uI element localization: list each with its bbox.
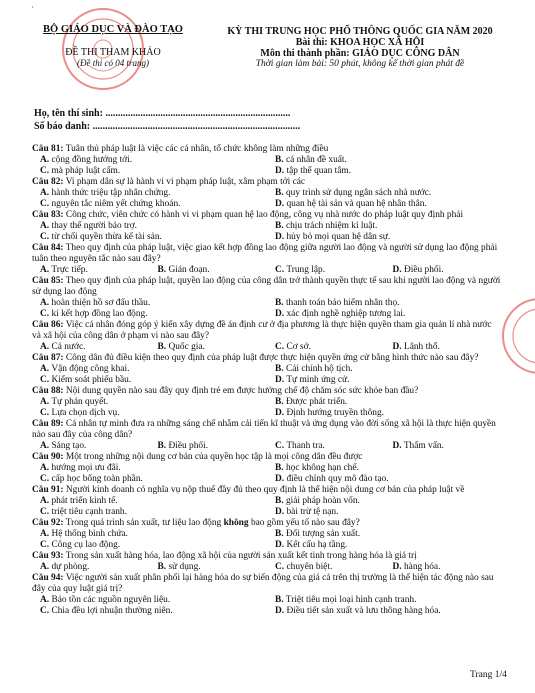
option-text: mà pháp luật cấm. [51,166,121,176]
option-letter: B. [275,529,284,539]
answer-option [267,441,385,452]
option-letter: A. [40,397,50,407]
question-stem [32,353,502,364]
answer-options [32,397,502,419]
answer-option [32,507,267,518]
question-stem [32,144,502,155]
question-stem [32,419,502,441]
question-stem [32,518,502,529]
question-number: Câu 81: [32,144,64,154]
option-letter: C. [40,375,50,385]
answer-options [32,155,502,177]
ministry-name: BỘ GIÁO DỤC VÀ ĐÀO TẠO [43,24,183,35]
option-text: quan hệ tài sản và quan hệ nhân thân. [286,199,427,209]
option-text: Điều tiết sản xuất và lưu thông hàng hóa. [286,606,441,616]
answer-option [32,595,267,606]
question-text: Người kinh doanh có nghĩa vụ nộp thuế đầy đủ theo quy định là thể hiện nội dung cơ bản của pháp luật về [65,485,465,495]
option-letter: B. [275,221,284,231]
answer-options [32,463,502,485]
question-text: Nội dung quyền nào sau đây quy định trẻ em được hưởng chế độ chăm sóc sức khỏe ban đầu? [65,386,419,396]
answer-option [267,155,502,166]
question-stem [32,386,502,397]
option-letter: B. [275,364,284,374]
question-stem [32,243,502,265]
question-11 [32,485,502,518]
option-text: cộng đồng hướng tới. [51,155,133,165]
answer-option [267,496,502,507]
option-letter: D. [275,309,285,319]
question-number: Câu 89: [32,419,64,429]
option-letter: D. [275,606,285,616]
answer-option [32,364,267,375]
option-text: Tự phán quyết. [51,397,109,407]
question-5 [32,276,502,320]
option-letter: B. [275,188,284,198]
question-text: Vi phạm dân sự là hành vi vi phạm pháp luật, xâm phạm tới các [65,177,306,187]
answer-option [150,441,268,452]
option-text: Điều phối. [403,265,444,275]
answer-option [267,221,502,232]
answer-options [32,496,502,518]
option-text: bài trừ tệ nạn. [286,507,339,517]
option-text: Cải chính hộ tịch. [285,364,353,374]
question-4 [32,243,502,276]
question-stem [32,276,502,298]
option-letter: B. [275,595,284,605]
option-letter: C. [275,342,285,352]
question-number: Câu 93: [32,551,64,561]
option-letter: C. [275,441,285,451]
official-label: ĐỀ THI THAM KHẢO [65,47,161,58]
answer-option [32,232,267,243]
option-text: quy trình sử dụng ngân sách nhà nước. [285,188,432,198]
question-text: Theo quy định của pháp luật, việc giao kết hợp đồng lao động giữa người lao động và người sử dụng lao động phải tuân theo nguyên tắc nào sau đây? [32,243,498,264]
answer-option [32,408,267,419]
option-letter: D. [392,342,402,352]
edge-seal-icon [500,296,535,376]
option-text: Cả nước. [51,342,86,352]
answer-option [150,342,268,353]
answer-option [32,221,267,232]
option-letter: C. [40,166,50,176]
question-3 [32,210,502,243]
answer-option [267,265,385,276]
answer-option [32,540,267,551]
answer-option [32,199,267,210]
option-text: Kiểm soát phiếu bầu. [51,375,132,385]
question-number: Câu 90: [32,452,64,462]
answer-options [32,595,502,617]
question-number: Câu 86: [32,320,64,330]
decorative-dot: · [31,3,34,12]
question-list [32,144,502,617]
option-letter: C. [40,540,50,550]
question-number: Câu 92: [32,518,64,528]
answer-option [385,265,503,276]
option-letter: D. [275,199,285,209]
option-letter: C. [40,474,50,484]
question-6 [32,320,502,353]
answer-option [385,342,503,353]
question-number: Câu 83: [32,210,64,220]
question-9 [32,419,502,452]
option-letter: B. [157,562,167,572]
answer-option [32,298,267,309]
question-14 [32,573,502,617]
option-text: chuyên biệt. [286,562,333,572]
question-text-pre: Trong quá trình sản xuất, tư liệu lao động [65,518,224,528]
option-text: chịu trách nhiệm kỉ luật. [285,221,378,231]
question-8 [32,386,502,419]
answer-option [267,606,502,617]
question-7 [32,353,502,386]
question-text: Theo quy định của pháp luật, quyền lao động của công dân trở thành quyền thực tế sau khi người lao động và người sử dụng lao động [32,276,501,297]
question-number: Câu 84: [32,243,64,253]
answer-option [32,606,267,617]
option-text: Điều phối. [168,441,209,451]
option-letter: A. [40,529,50,539]
option-letter: A. [40,298,50,308]
answer-option [150,562,268,573]
option-text: Thanh tra. [286,441,325,451]
option-letter: D. [392,441,402,451]
option-text: Trung lập. [286,265,326,275]
option-text: giải pháp hoàn vốn. [285,496,360,506]
answer-option [385,441,503,452]
exam-subject: Bài thi: KHOA HỌC XÃ HỘI [295,37,425,48]
option-letter: B. [275,397,284,407]
answer-options [32,342,502,353]
answer-option [385,562,503,573]
option-letter: D. [275,540,285,550]
question-13 [32,551,502,573]
answer-option [267,540,502,551]
option-text: Công cụ lao động. [51,540,121,550]
question-text-kw: không [223,518,249,528]
option-text: hủy bỏ mọi quan hệ dân sự. [286,232,391,242]
question-2 [32,177,502,210]
question-text: Công dân đủ điều kiện theo quy định của pháp luật được thực hiện quyền ứng cử bằng hình thức nào sau đây? [65,353,479,363]
question-text: Trong sản xuất hàng hóa, lao động xã hội của người sản xuất kết tinh trong hàng hóa là giá trị [65,551,417,561]
option-letter: B. [275,155,284,165]
option-text: kí kết hợp đồng lao động. [51,309,148,319]
option-letter: A. [40,562,50,572]
page-count-note: (Đề thi có 04 trang) [77,58,149,68]
option-text: sử dụng. [168,562,201,572]
option-text: thay thế người bảo trợ. [51,221,138,231]
option-text: Sáng tạo. [51,441,87,451]
option-text: Cơ sở. [286,342,311,352]
question-stem [32,551,502,562]
option-text: hướng mọi ưu đãi. [51,463,121,473]
option-text: Tự minh ứng cử. [286,375,350,385]
answer-option [267,199,502,210]
question-stem [32,177,502,188]
option-letter: A. [40,595,50,605]
question-1 [32,144,502,177]
option-text: Triệt tiêu mọi loại hình cạnh tranh. [285,595,417,605]
exam-component: Môn thi thành phần: GIÁO DỤC CÔNG DÂN [260,48,460,59]
option-text: điều chỉnh quy mô đào tạo. [286,474,389,484]
option-letter: B. [157,441,167,451]
option-letter: C. [40,309,50,319]
header-left [28,24,198,68]
option-text: thanh toán bảo hiểm nhân thọ. [285,298,400,308]
option-letter: C. [40,606,50,616]
answer-option [32,562,150,573]
question-number: Câu 91: [32,485,64,495]
option-letter: D. [392,562,402,572]
answer-option [267,309,502,320]
option-text: xác định nghề nghiệp tương lai. [286,309,406,319]
option-letter: A. [40,364,50,374]
answer-options [32,265,502,276]
question-stem [32,452,502,463]
option-text: triệt tiêu cạnh tranh. [51,507,127,517]
question-text: Việc người sản xuất phân phối lại hàng hóa do sự biến động của giá cả trên thị trường là thể hiện tác động nào sau đây của quy luật giá trị? [32,573,494,594]
answer-options [32,221,502,243]
option-text: hàng hóa. [403,562,441,572]
option-text: cấp học bổng toàn phần. [51,474,143,484]
answer-option [267,397,502,408]
option-text: học không hạn chế. [285,463,359,473]
question-number: Câu 85: [32,276,64,286]
option-letter: B. [275,463,284,473]
answer-option [32,529,267,540]
option-letter: B. [157,265,167,275]
option-letter: D. [275,232,285,242]
question-number: Câu 82: [32,177,64,187]
option-letter: D. [275,408,285,418]
option-letter: A. [40,188,50,198]
option-letter: B. [157,342,167,352]
option-text: Gián đoạn. [168,265,210,275]
candidate-id-line: Số báo danh: ................................................................................... [34,121,301,132]
answer-options [32,529,502,551]
question-text: Việc cá nhân đóng góp ý kiến xây dựng đề án định cư ở địa phương là thực hiện quyền tham gia quản lí nhà nước và xã hội của công dân ở phạm vi nào sau đây? [32,320,492,341]
question-stem [32,320,502,342]
question-stem [32,573,502,595]
question-stem [32,485,502,496]
option-text: Được phát triển. [285,397,348,407]
option-letter: C. [275,265,285,275]
option-text: Chia đều lợi nhuận thường niên. [51,606,173,616]
answer-option [150,265,268,276]
option-text: từ chối quyền thừa kế tài sản. [51,232,162,242]
question-stem [32,210,502,221]
question-text: Một trong những nội dung cơ bản của quyền học tập là mọi công dân đều được [65,452,363,462]
answer-option [267,188,502,199]
question-number: Câu 88: [32,386,64,396]
option-text: phát triển kinh tế. [51,496,118,506]
candidate-name-line: Họ, tên thí sinh: .......................................................................... [34,108,291,119]
answer-option [267,507,502,518]
option-letter: D. [275,474,285,484]
option-letter: A. [40,441,50,451]
option-letter: C. [40,199,50,209]
option-text: Trực tiếp. [51,265,88,275]
option-text: nguyên tắc niêm yết chứng khoán. [51,199,181,209]
option-letter: A. [40,463,50,473]
option-letter: A. [40,342,50,352]
option-letter: A. [40,155,50,165]
page-number: Trang 1/4 [470,670,507,680]
option-text: Hệ thống bình chứa. [51,529,128,539]
option-text: Kết cấu hạ tầng. [286,540,348,550]
question-text-post: bao gồm yếu tố nào sau đây? [248,518,360,528]
option-letter: C. [40,232,50,242]
answer-option [32,188,267,199]
option-letter: C. [40,408,50,418]
answer-option [32,397,267,408]
question-text: Công chức, viên chức có hành vi vi phạm quan hệ lao động, công vụ nhà nước do pháp luật quy định phải [65,210,464,220]
answer-option [32,166,267,177]
option-text: Thẩm vấn. [403,441,444,451]
answer-option [32,375,267,386]
answer-option [267,529,502,540]
exam-title: KỲ THI TRUNG HỌC PHỔ THÔNG QUỐC GIA NĂM 2020 [227,26,493,37]
answer-option [32,342,150,353]
option-letter: D. [392,265,402,275]
answer-option [267,232,502,243]
question-10 [32,452,502,485]
option-text: Bảo tồn các nguồn nguyên liệu. [51,595,171,605]
answer-option [267,364,502,375]
answer-option [267,463,502,474]
question-text: Cá nhân tự mình đưa ra những sáng chế nhằm cải tiến kĩ thuật và ứng dụng vào đời sống xã hội là thực hiện quyền nào sau đây của công dân? [32,419,496,440]
option-letter: B. [275,298,284,308]
answer-option [32,441,150,452]
answer-option [267,562,385,573]
option-text: Đối tượng sản xuất. [285,529,361,539]
answer-options [32,562,502,573]
answer-option [32,265,150,276]
option-text: Lãnh thổ. [403,342,440,352]
option-text: cá nhân đề xuất. [285,155,347,165]
answer-options [32,441,502,452]
answer-option [267,408,502,419]
question-12 [32,518,502,551]
option-text: Lựa chọn dịch vụ. [51,408,120,418]
option-text: Vận động công khai. [51,364,130,374]
answer-option [32,309,267,320]
option-letter: C. [275,562,285,572]
answer-option [267,375,502,386]
answer-options [32,188,502,210]
option-text: dự phòng. [51,562,90,572]
option-text: hành thức triệu tập nhân chứng. [51,188,171,198]
option-text: hoàn thiện hồ sơ đấu thầu. [51,298,151,308]
option-text: Quốc gia. [168,342,205,352]
option-letter: B. [275,496,284,506]
candidate-info [34,108,300,134]
option-letter: D. [275,507,285,517]
question-text: Tuân thủ pháp luật là việc các cá nhân, tổ chức không làm những điều [65,144,329,154]
header-right [200,26,520,69]
answer-option [267,474,502,485]
answer-option [267,298,502,309]
answer-options [32,364,502,386]
answer-options [32,298,502,320]
answer-option [32,463,267,474]
option-text: tập thể quan tâm. [286,166,352,176]
option-letter: C. [40,507,50,517]
option-letter: D. [275,375,285,385]
answer-option [32,474,267,485]
exam-time: Thời gian làm bài: 50 phút, không kể thời gian phát đề [255,59,465,69]
answer-option [267,595,502,606]
question-number: Câu 87: [32,353,64,363]
option-letter: A. [40,221,50,231]
option-letter: A. [40,496,50,506]
answer-option [32,155,267,166]
question-number: Câu 94: [32,573,64,583]
option-letter: D. [275,166,285,176]
answer-option [267,166,502,177]
option-text: Định hướng truyền thông. [286,408,384,418]
answer-option [267,342,385,353]
answer-option [32,496,267,507]
option-letter: A. [40,265,50,275]
